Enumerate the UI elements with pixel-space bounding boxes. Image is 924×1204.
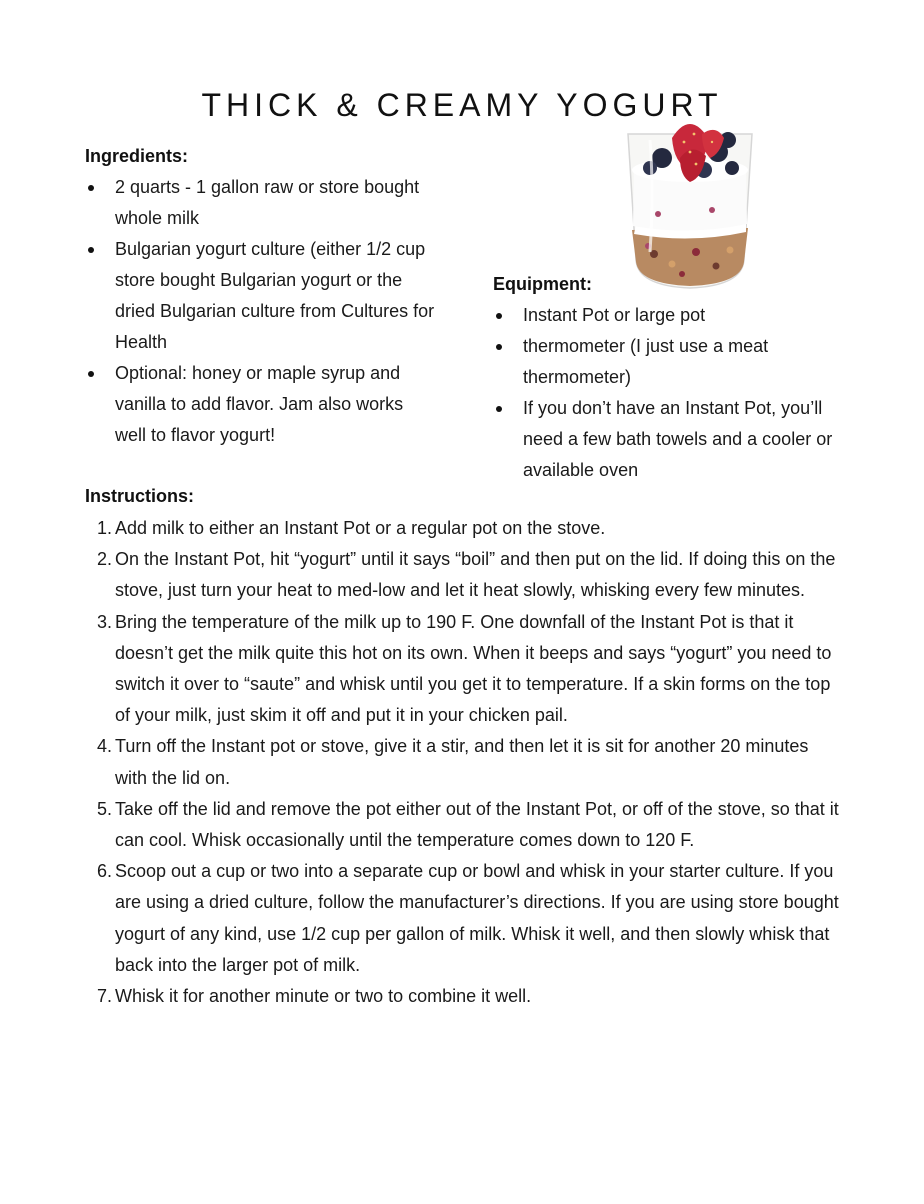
instructions-heading: Instructions:: [85, 486, 195, 506]
ingredient-item: Optional: honey or maple syrup and vanilla to add flavor. Jam also works well to flavor yogurt!: [85, 358, 435, 451]
instruction-step: [84, 856, 844, 981]
yogurt-parfait-photo: [620, 112, 760, 298]
step-text: Add milk to either an Instant Pot or a regular pot on the stove.: [115, 518, 606, 538]
step-number: 2.: [96, 549, 112, 570]
instruction-step: [84, 731, 844, 793]
page-title: THICK & CREAMY YOGURT: [201, 87, 723, 124]
equipment-item: thermometer (I just use a meat thermometer): [493, 331, 843, 393]
equipment-heading: Equipment:: [493, 274, 592, 294]
step-text: Turn off the Instant pot or stove, give it a stir, and then let it is sit for another 20 minutes with the lid on.: [115, 736, 809, 788]
step-text: On the Instant Pot, hit “yogurt” until it says “boil” and then put on the lid. If doing this on the stove, just turn your heat to med-low and let it heat slowly, whisking every few minutes.: [115, 549, 836, 601]
instruction-step: [84, 607, 844, 732]
step-number: 7.: [96, 986, 112, 1007]
step-number: 3.: [96, 611, 112, 632]
step-number: 5.: [96, 798, 112, 819]
equipment-item: If you don’t have an Instant Pot, you’ll need a few bath towels and a cooler or available oven: [493, 393, 843, 486]
ingredient-item: 2 quarts - 1 gallon raw or store bought whole milk: [85, 172, 435, 234]
step-text: Take off the lid and remove the pot either out of the Instant Pot, or off of the stove, so that it can cool. Whisk occasionally until the temperature comes down to 120 F.: [115, 798, 839, 851]
step-text: Bring the temperature of the milk up to 190 F. One downfall of the Instant Pot is that it doesn’t get the milk quite this hot on its own. When it beeps and says “yogurt” you need to switch it over to “saute” and whisk until you get it to temperature. If a skin forms on the top of your milk, just skim it off and put it in your chicken pail.: [115, 611, 832, 726]
equipment-list: [493, 300, 843, 486]
equipment-item: Instant Pot or large pot: [493, 300, 843, 331]
instruction-step: [84, 981, 844, 1012]
step-text: Whisk it for another minute or two to combine it well.: [115, 986, 532, 1007]
ingredients-list: [85, 172, 435, 451]
instruction-step: [84, 794, 844, 856]
instructions-list: [84, 513, 844, 1012]
step-number: 4.: [96, 736, 112, 757]
instruction-step: [84, 513, 844, 544]
ingredients-heading: Ingredients:: [85, 146, 189, 166]
step-text: Scoop out a cup or two into a separate cup or bowl and whisk in your starter culture. If you are using a dried culture, follow the manufacturer’s directions. If you are using store bought yogurt of any kind, use 1/2 cup per gallon of milk. Whisk it well, and then slowly whisk that back into the larger pot of milk.: [115, 861, 839, 975]
step-number: 6.: [96, 861, 112, 882]
step-number: 1.: [96, 518, 112, 538]
instruction-step: [84, 544, 844, 606]
ingredient-item: Bulgarian yogurt culture (either 1/2 cup store bought Bulgarian yogurt or the dried Bulgarian culture from Cultures for Health: [85, 234, 435, 358]
